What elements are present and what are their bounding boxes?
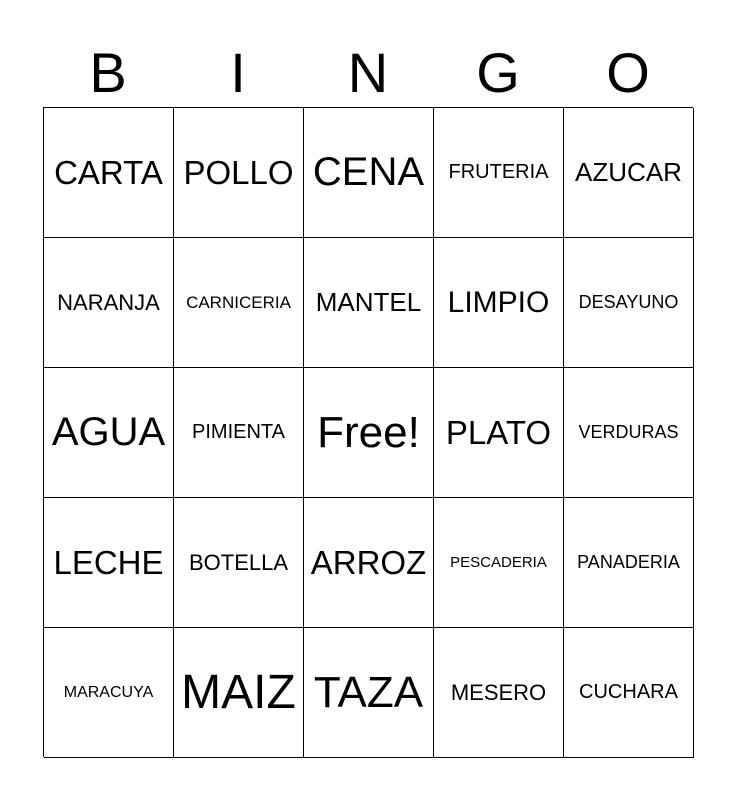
bingo-cell[interactable]: CARNICERIA [174, 238, 304, 368]
bingo-cell[interactable]: CENA [304, 108, 434, 238]
bingo-cell[interactable]: PIMIENTA [174, 368, 304, 498]
header-letter-o: O [606, 41, 650, 104]
bingo-cell[interactable]: LIMPIO [434, 238, 564, 368]
bingo-cell[interactable]: MARACUYA [44, 628, 174, 758]
header-letter-n: N [347, 41, 389, 104]
header-letter-b: B [89, 41, 127, 104]
bingo-cell[interactable]: CUCHARA [564, 628, 694, 758]
bingo-cell[interactable]: FRUTERIA [434, 108, 564, 238]
bingo-cell[interactable]: MANTEL [304, 238, 434, 368]
bingo-cell[interactable]: AZUCAR [564, 108, 694, 238]
bingo-cell[interactable]: PANADERIA [564, 498, 694, 628]
bingo-cell[interactable]: PESCADERIA [434, 498, 564, 628]
bingo-cell[interactable]: PLATO [434, 368, 564, 498]
header-letter-g: G [476, 41, 520, 104]
free-space-cell[interactable]: Free! [304, 368, 434, 498]
bingo-cell[interactable]: BOTELLA [174, 498, 304, 628]
bingo-cell[interactable]: POLLO [174, 108, 304, 238]
bingo-cell[interactable]: NARANJA [44, 238, 174, 368]
bingo-cell[interactable]: MESERO [434, 628, 564, 758]
bingo-grid [43, 107, 693, 757]
bingo-cell[interactable]: LECHE [44, 498, 174, 628]
bingo-cell[interactable]: VERDURAS [564, 368, 694, 498]
bingo-header [43, 40, 693, 106]
header-letter-i: I [230, 41, 246, 104]
bingo-cell[interactable]: DESAYUNO [564, 238, 694, 368]
bingo-cell[interactable]: AGUA [44, 368, 174, 498]
bingo-cell[interactable]: MAIZ [174, 628, 304, 758]
bingo-cell[interactable]: TAZA [304, 628, 434, 758]
bingo-cell[interactable]: ARROZ [304, 498, 434, 628]
bingo-cell[interactable]: CARTA [44, 108, 174, 238]
